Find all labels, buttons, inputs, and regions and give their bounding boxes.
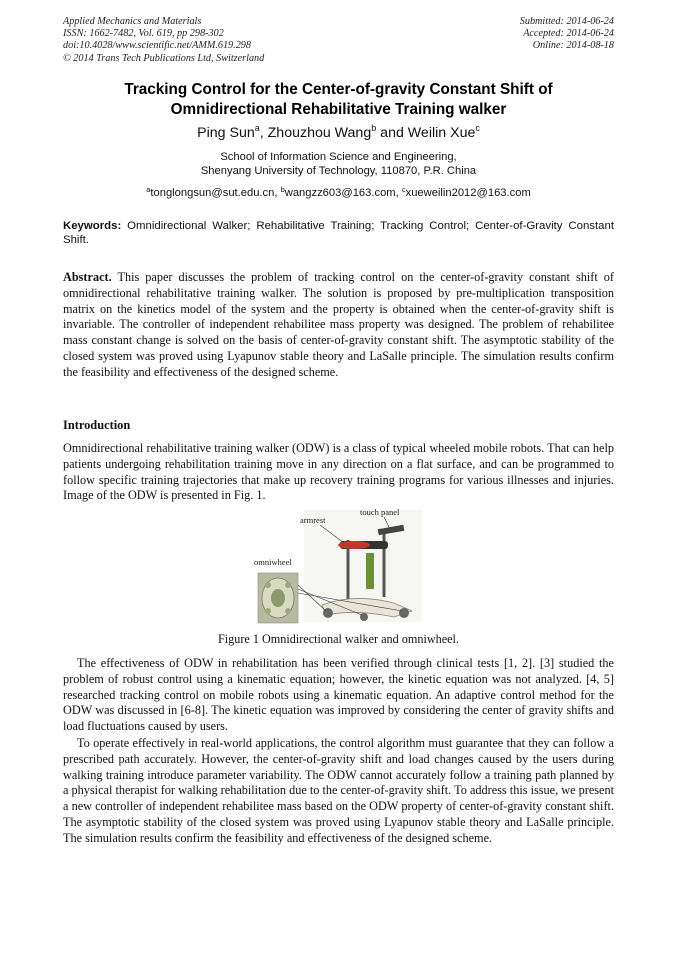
title-line-2: Omnidirectional Rehabilitative Training walker — [170, 100, 507, 118]
publication-dates — [520, 16, 614, 53]
abstract-text: This paper discusses the problem of tracking control on the center-of-gravity constant shift of omnidirectional rehabilitative training walker. The solution is proposed by pre-multiplication transposition matrix on the kinetics model of the system and the property is obtained when the center-of-gravity shift is invariable. The controller of independent rehabilitee mass property was designed. The problem of rehabilitee mass constant change is solved on the basis of center-of-gravity constant shift. The asymptotic stability of the closed system was proved using Lyapunov stable theory and LaSalle principle. The simulation results confirm the feasibility and effectiveness of the designed scheme. — [63, 270, 614, 379]
walker-illustration — [244, 505, 434, 630]
online-date: Online: 2014-08-18 — [532, 40, 614, 52]
paper-title — [63, 80, 614, 119]
copyright: © 2014 Trans Tech Publications Ltd, Switzerland — [63, 52, 265, 64]
author-name: , Zhouzhou Wang — [259, 125, 372, 141]
author-name: Ping Sun — [197, 125, 255, 141]
email-superscript: a — [146, 185, 151, 194]
accepted-date: Accepted: 2014-06-24 — [523, 28, 614, 40]
affiliation-line-2: Shenyang University of Technology, 110870, P.R. China — [200, 165, 477, 178]
abstract — [63, 270, 614, 380]
issn: ISSN: 1662-7482, Vol. 619, pp 298-302 — [63, 28, 224, 40]
section-heading-introduction: Introduction — [63, 418, 131, 432]
doi: doi:10.4028/www.scientific.net/AMM.619.298 — [63, 40, 251, 52]
label-armrest: armrest — [300, 515, 326, 525]
intro-paragraph-1: Omnidirectional rehabilitative training walker (ODW) is a class of typical wheeled mobile robots. That can help patients undergoing rehabilitation training move in any direction on a flat surface, and can be programmed to follow specific training trajectories that make up recovery training programs for various illnesses and injuries. Image of the ODW is presented in Fig. 1. — [63, 441, 614, 503]
email-link[interactable]: xueweilin2012@163.com — [405, 187, 531, 199]
title-line-1: Tracking Control for the Center-of-gravity Constant Shift of — [124, 81, 553, 98]
affiliation — [63, 150, 614, 178]
figure-1 — [244, 505, 434, 630]
email-superscript: c — [401, 185, 406, 194]
email-superscript: b — [280, 185, 285, 194]
author-list — [63, 123, 614, 141]
submitted-date: Submitted: 2014-06-24 — [519, 16, 614, 27]
email-link[interactable]: tonglongsun@sut.edu.cn, — [150, 187, 281, 199]
keywords-label: Keywords: — [63, 220, 122, 232]
author-superscript: c — [475, 123, 480, 133]
journal-info — [63, 16, 264, 65]
author-superscript: b — [371, 123, 377, 133]
affiliation-line-1: School of Information Science and Engineering, — [220, 151, 457, 163]
abstract-label: Abstract. — [63, 270, 112, 284]
author-emails — [63, 185, 614, 199]
label-touch-panel: touch panel — [360, 507, 400, 517]
figure-caption: Figure 1 Omnidirectional walker and omniwheel. — [218, 632, 459, 646]
intro-paragraph-3: To operate effectively in real-world applications, the control algorithm must guarantee that they can follow a prescribed path accurately. However, the center-of-gravity shift and load changes caused by the users during walking training introduce parameter variability. The ODW cannot accurately follow a training path planned by a physical therapist for walking rehabilitation due to the center-of-gravity shift. To address this issue, we present a new controller of independent rehabilitee mass based on the ODW property of center-of-gravity constant shift. The asymptotic stability of the closed system was proved using Lyapunov stable theory and LaSalle principle. The simulation results confirm the feasibility and effectiveness of the designed scheme. — [63, 736, 614, 845]
intro-paragraph-2: The effectiveness of ODW in rehabilitation has been verified through clinical tests [1, 2]. [3] studied the problem of robust control using a kinematic equation; however, the kinetic equation was not analyzed. [4, 5] researched tracking control on mobile robots using a kinematic equation. An adaptive control method for the ODW was discussed in [6-8]. The kinetic equation was improved by considering the center of gravity shifts and load fluctuations caused by users. — [63, 656, 614, 733]
keywords-text: Omnidirectional Walker; Rehabilitative Training; Tracking Control; Center-of-Gravity Constant Shift. — [63, 220, 614, 247]
label-omniwheel: omniwheel — [254, 557, 292, 567]
email-link[interactable]: wangzz603@163.com, — [284, 187, 402, 199]
keywords — [63, 219, 614, 248]
author-superscript: a — [254, 123, 260, 133]
author-name: and Weilin Xue — [376, 125, 476, 141]
journal-name: Applied Mechanics and Materials — [63, 16, 202, 27]
